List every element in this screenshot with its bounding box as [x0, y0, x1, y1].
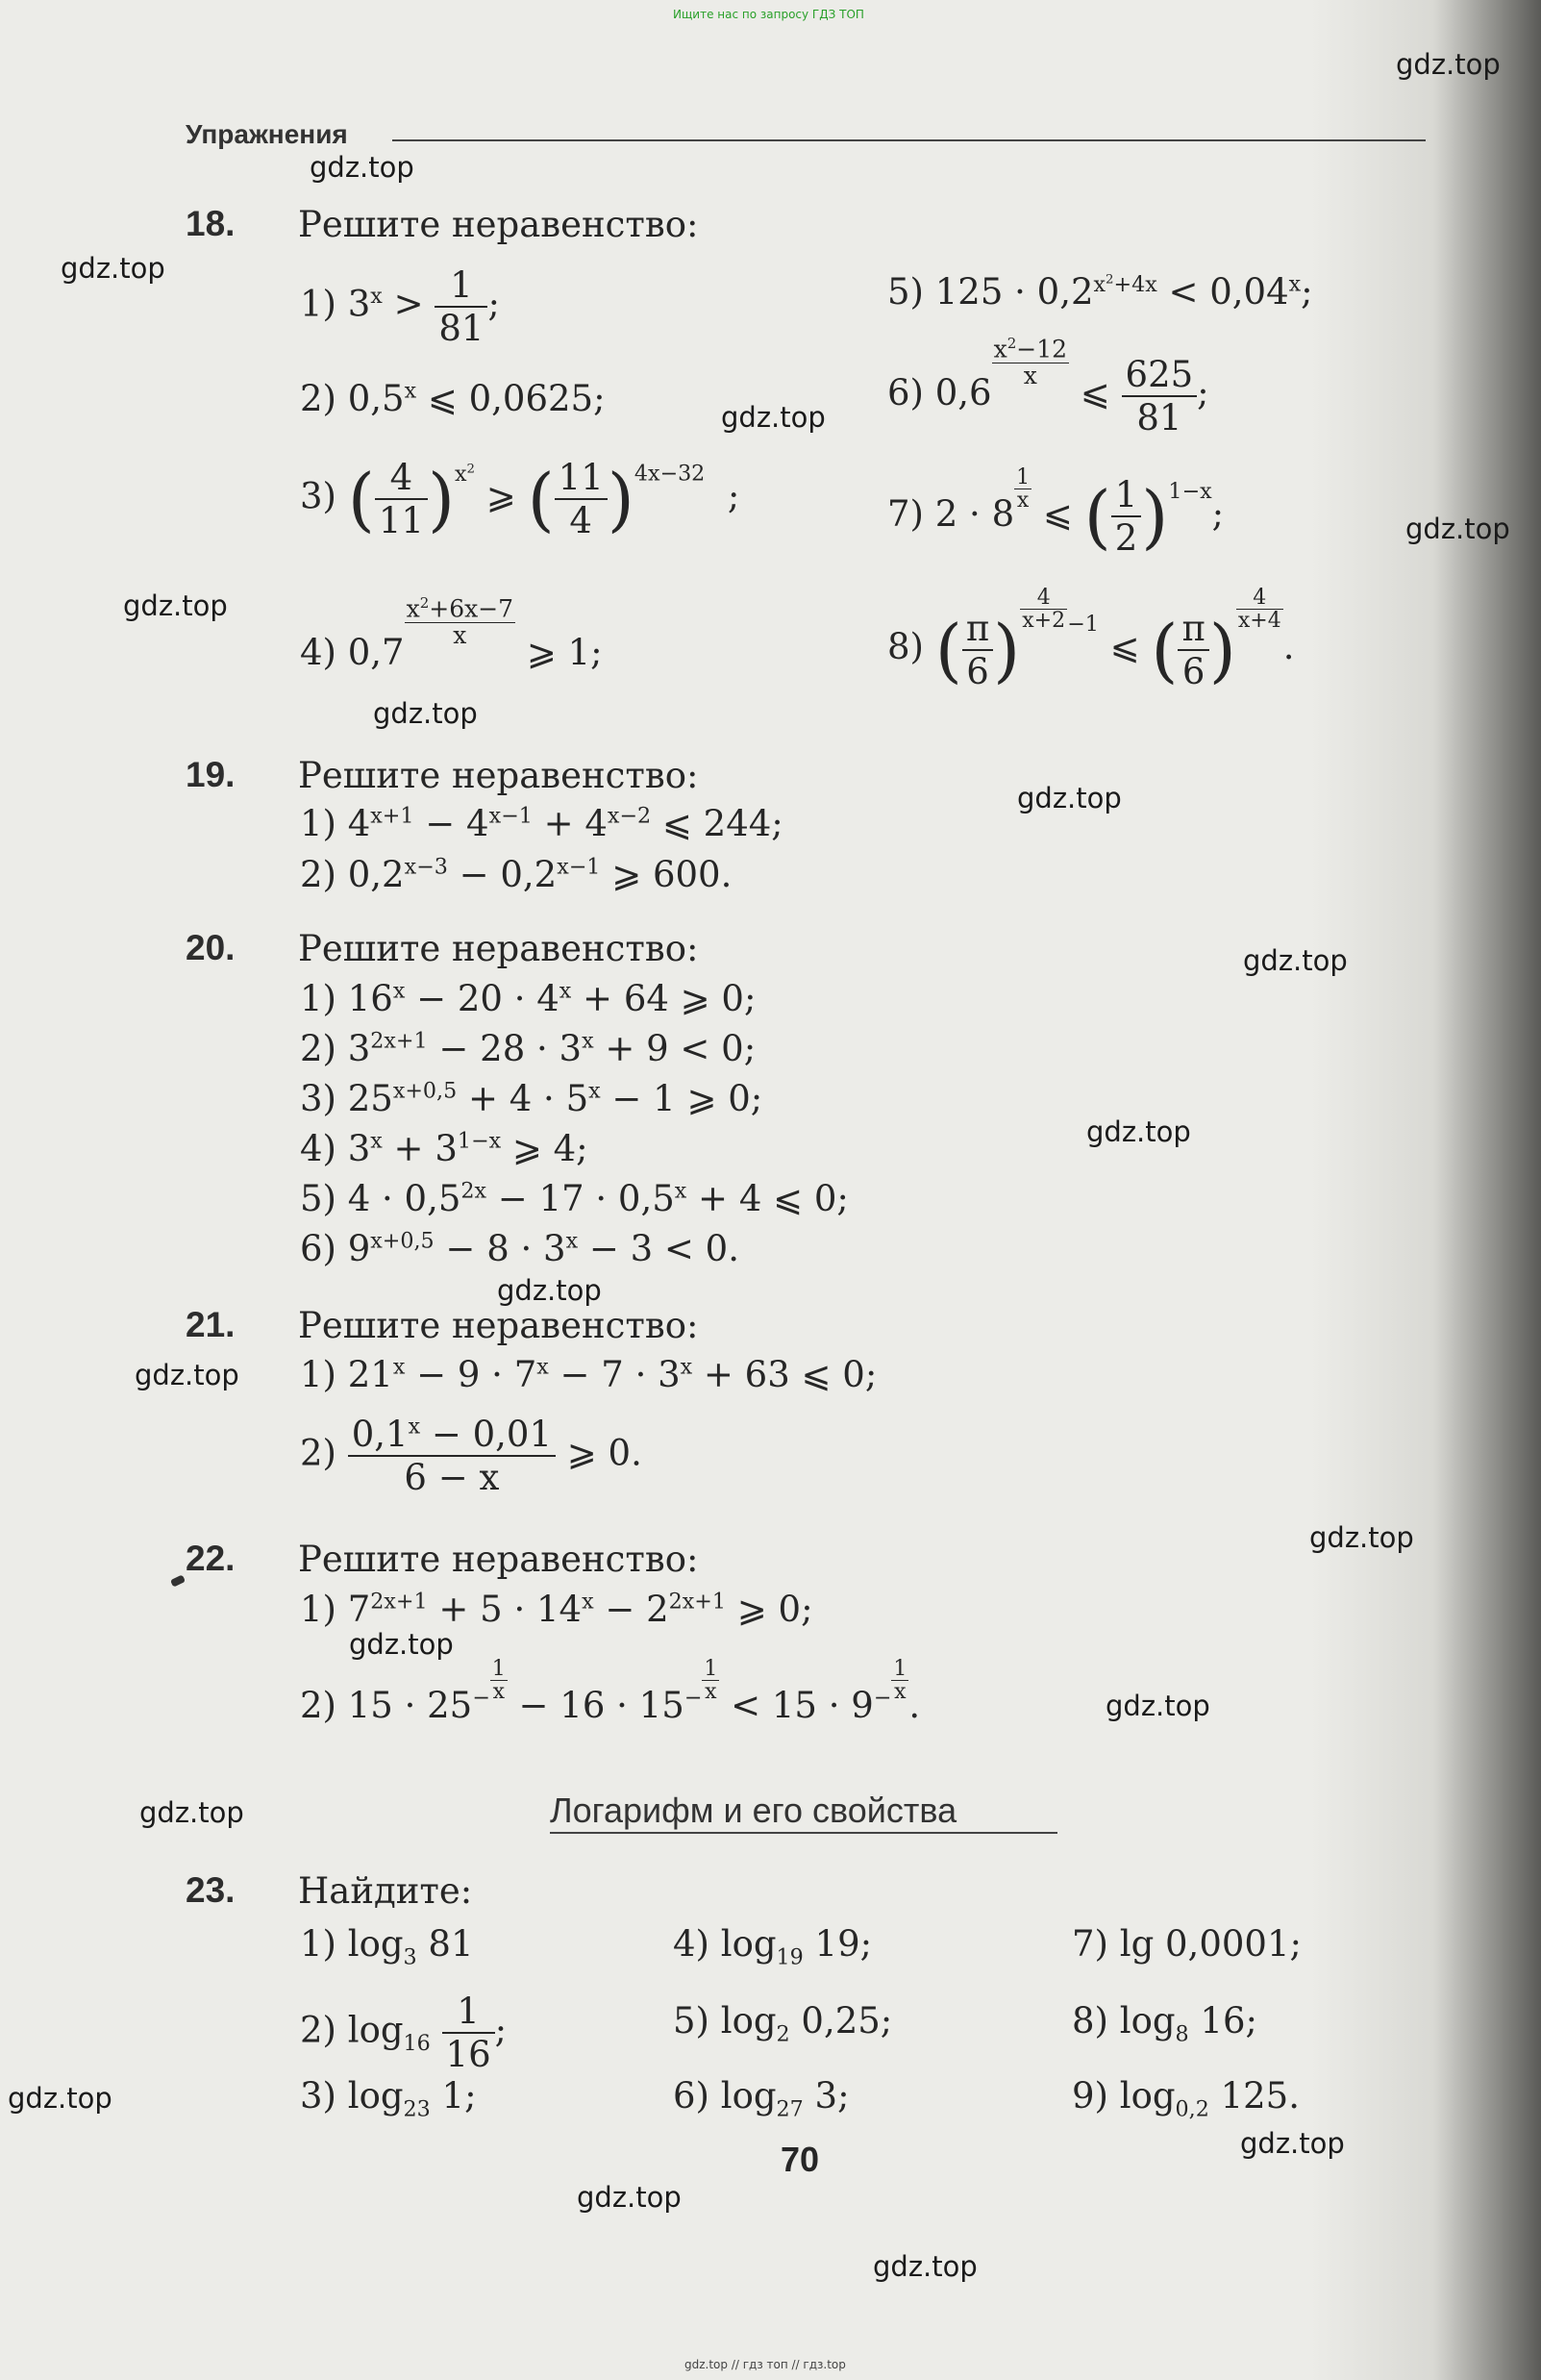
inequality-19-2: 2) $0,2^{x-3} - 0,2^{x-1}$ ⩾ 600. — [300, 854, 733, 895]
inequality-19-1: 1) $4^{x+1} - 4^{x-1} + 4^{x-2}$ ⩽ 244; — [300, 803, 783, 844]
inequality-18-7: 7) 2 · 8 $\frac{1}{x}$ ⩽ ( $\frac{1}{2}$ )$^{1-x}$; — [887, 465, 1225, 560]
inequality-20-6: 6) $9^{x+0,5} - 8 \cdot 3^x - 3 < 0$. — [300, 1228, 739, 1269]
watermark: gdz.top — [373, 697, 478, 730]
section-label: Упражнения — [186, 119, 348, 149]
inequality-22-2: 2) 15 · 25− $\frac{1}{x}$ − 16 · 15− $\frac{1}{x}$ < 15 · 9− $\frac{1}{x}$ . — [300, 1657, 921, 1726]
watermark: gdz.top — [310, 151, 414, 184]
watermark: gdz.top — [1240, 2127, 1345, 2160]
watermark: gdz.top — [497, 1274, 602, 1307]
log-23-2: 2) $\log_{16}$ $\frac{1}{16}$ ; — [300, 1991, 508, 2075]
top-note: Ищите нас по запросу ГДЗ ТОП — [673, 8, 864, 21]
exercise-instruction: Решите неравенство: — [298, 1539, 699, 1580]
watermark: gdz.top — [139, 1796, 244, 1829]
log-23-4: 4) $\log_{19} 19$; — [673, 1923, 873, 1970]
exercise-number: 19. — [186, 755, 236, 794]
inequality-20-1: 1) $16^x - 20 \cdot 4^x + 64$ ⩾ 0; — [300, 978, 757, 1019]
exercise-number: 18. — [186, 204, 236, 243]
watermark: gdz.top — [1017, 782, 1122, 814]
inequality-18-3: 3) ( $\frac{4}{11}$ )$^{x^2}$ ⩾ ( $\frac{11}{4}$ )$^{4x-32}$ ; — [300, 457, 740, 541]
inequality-18-8: 8) ( $\frac{\pi}{6}$ ) $\frac{4}{x+2}$ $^{-1}$ ⩽ ( $\frac{\pi}{6}$ ) $\frac{4}{x+4}$ . — [887, 586, 1295, 692]
inequality-18-4: 4) 0,7 $\frac{x^2+6x-7}{x}$ ⩾ 1; — [300, 594, 603, 674]
watermark: gdz.top — [873, 2250, 978, 2283]
watermark: gdz.top — [577, 2181, 682, 2214]
exercise-instruction: Решите неравенство: — [298, 1305, 699, 1346]
inequality-20-3: 3) $25^{x+0,5} + 4 \cdot 5^x - 1$ ⩾ 0; — [300, 1078, 763, 1119]
ink-mark — [170, 1574, 186, 1587]
watermark: gdz.top — [1086, 1115, 1191, 1148]
inequality-20-2: 2) $3^{2x+1} - 28 \cdot 3^x + 9 < 0$; — [300, 1028, 757, 1069]
inequality-18-1: 1) $3^x$ > $\frac{1}{81}$ ; — [300, 264, 500, 349]
watermark: gdz.top — [61, 252, 165, 285]
inequality-18-2: 2) 0,5$^x$ ⩽ 0,0625; — [300, 378, 606, 419]
exercise-number: 22. — [186, 1539, 236, 1578]
watermark: gdz.top — [1396, 48, 1501, 81]
watermark: gdz.top — [349, 1628, 454, 1661]
log-23-1: 1) $\log_3 81$ — [300, 1923, 474, 1970]
inequality-22-1: 1) $7^{2x+1} + 5 \cdot 14^x - 2^{2x+1}$ ⩾ 0; — [300, 1589, 813, 1630]
inequality-18-6: 6) 0,6 $\frac{x^2-12}{x}$ ⩽ $\frac{625}{81}$ ; — [887, 335, 1209, 438]
log-23-9: 9) $\log_{0,2} 125$. — [1072, 2075, 1300, 2122]
exercise-instruction: Решите неравенство: — [298, 204, 699, 245]
inequality-18-5: 5) $125 \cdot 0,2^{x^2+4x} < 0,04^x$; — [887, 271, 1313, 313]
subsection-rule — [550, 1832, 1057, 1834]
exercise-instruction: Найдите: — [298, 1870, 473, 1912]
watermark: gdz.top — [1405, 513, 1510, 545]
watermark: gdz.top — [1309, 1521, 1414, 1554]
exercise-instruction: Решите неравенство: — [298, 928, 699, 969]
log-23-6: 6) $\log_{27} 3$; — [673, 2075, 850, 2122]
bottom-note: gdz.top // гдз топ // гдз.top — [684, 2358, 846, 2371]
log-23-5: 5) $\log_2 0,25$; — [673, 2000, 893, 2047]
log-23-8: 8) $\log_8 16$; — [1072, 2000, 1257, 2047]
exercise-number: 20. — [186, 928, 236, 967]
watermark: gdz.top — [8, 2082, 112, 2115]
exercise-number: 21. — [186, 1305, 236, 1344]
log-23-7: 7) lg 0,0001; — [1072, 1923, 1302, 1965]
inequality-20-4: 4) $3^x + 3^{1-x}$ ⩾ 4; — [300, 1128, 588, 1169]
log-23-3: 3) $\log_{23} 1$; — [300, 2075, 477, 2122]
watermark: gdz.top — [721, 401, 826, 434]
inequality-21-1: 1) $21^x - 9 \cdot 7^x - 7 \cdot 3^x + 63$ ⩽ 0; — [300, 1354, 878, 1395]
watermark: gdz.top — [135, 1359, 239, 1391]
page-number: 70 — [781, 2140, 820, 2179]
section-rule — [392, 139, 1426, 141]
inequality-21-2: 2) $\frac{0,1^x - 0,01}{6 - x}$ ⩾ 0. — [300, 1414, 642, 1498]
watermark: gdz.top — [1106, 1690, 1210, 1722]
watermark: gdz.top — [1243, 944, 1348, 977]
exercise-instruction: Решите неравенство: — [298, 755, 699, 796]
inequality-20-5: 5) $4 \cdot 0,5^{2x} - 17 \cdot 0,5^x + 4$ ⩽ 0; — [300, 1178, 849, 1219]
subsection-title: Логарифм и его свойства — [550, 1791, 957, 1830]
exercise-number: 23. — [186, 1870, 236, 1910]
watermark: gdz.top — [123, 589, 228, 622]
